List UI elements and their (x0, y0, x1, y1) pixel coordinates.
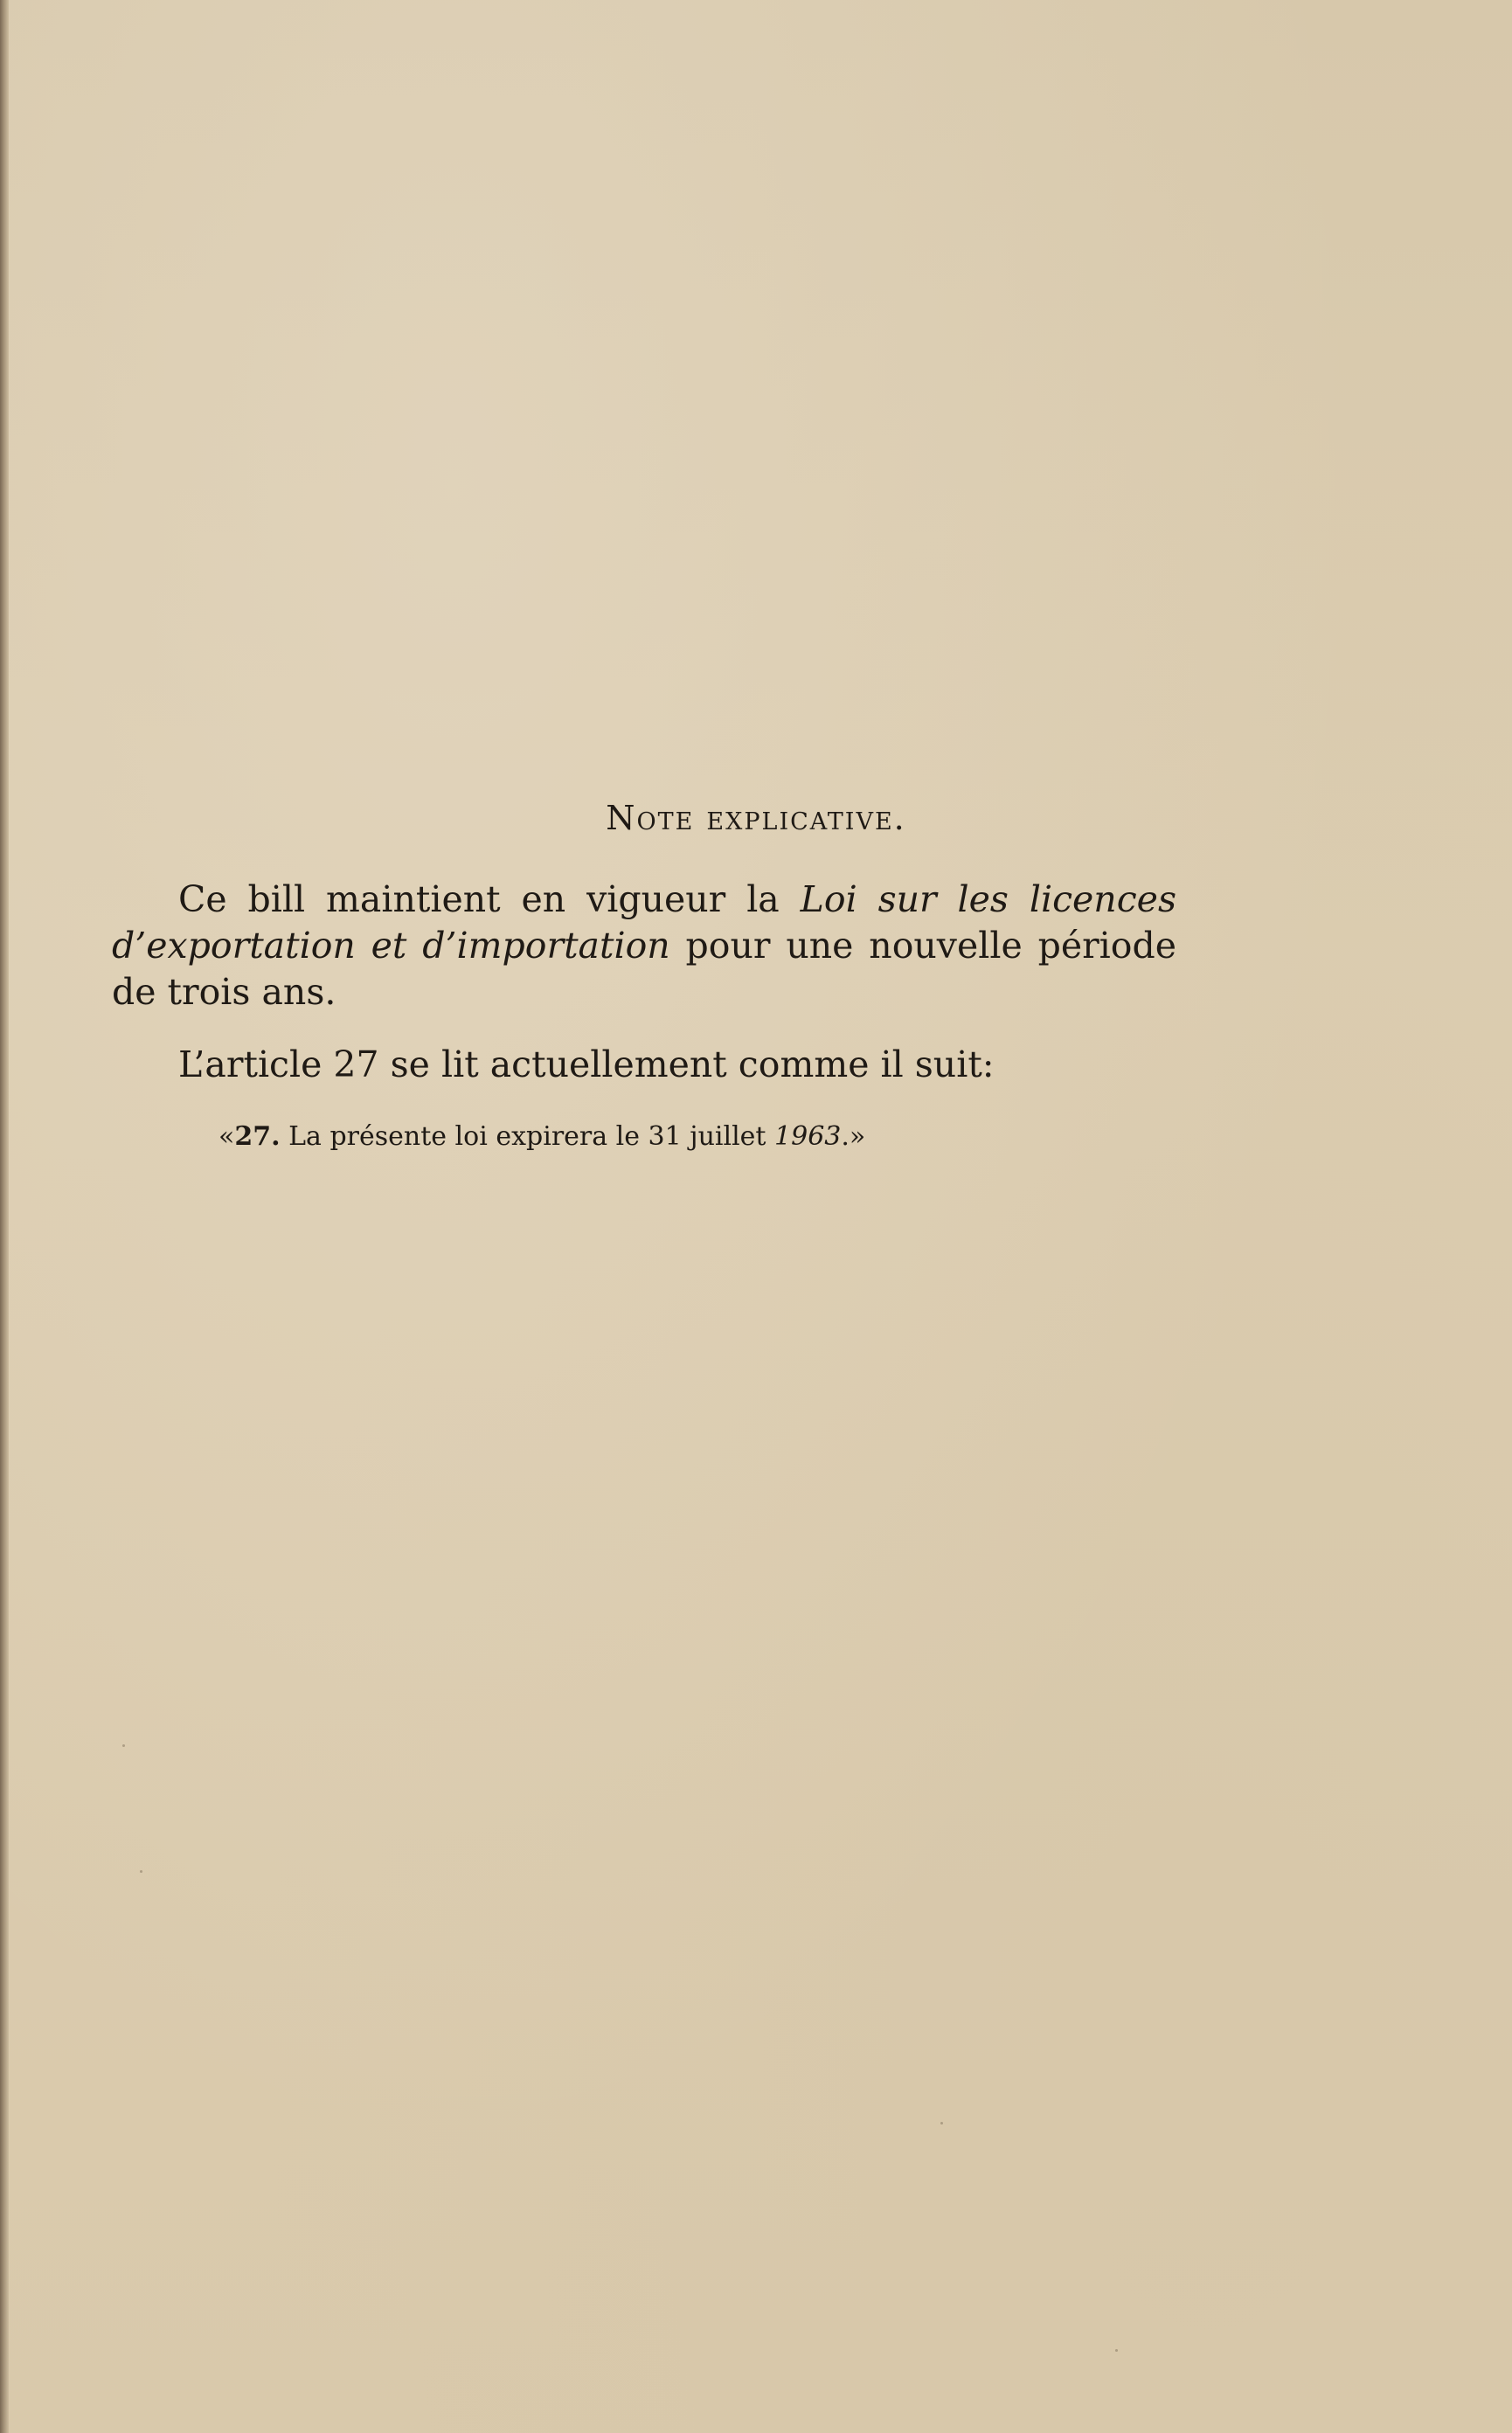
article-number: 27. (234, 1121, 281, 1152)
paper-speck (140, 1870, 142, 1873)
paragraph-text-start: Ce bill maintient en vigueur la (178, 878, 801, 920)
paper-speck (940, 2122, 943, 2125)
paper-speck (122, 1744, 125, 1747)
quoted-article (218, 1119, 865, 1154)
article-year: 1963 (774, 1121, 842, 1152)
quote-open: « (218, 1121, 235, 1152)
note-heading: Note explicative. (606, 799, 906, 837)
quote-close: .» (841, 1121, 866, 1152)
article-text: La présente loi expirera le 31 juillet (280, 1121, 775, 1152)
paragraph-text-end: pour une nouvelle période de trois ans. (112, 925, 1176, 1013)
page-binding-edge (0, 0, 9, 2433)
paper-speck (1115, 2349, 1118, 2352)
explanatory-paragraph (112, 877, 1176, 1015)
article-intro-paragraph: L’article 27 se lit actuellement comme il suit: (178, 1043, 995, 1085)
act-title: Loi sur les licences d’exportation et d’importation (112, 878, 1176, 967)
